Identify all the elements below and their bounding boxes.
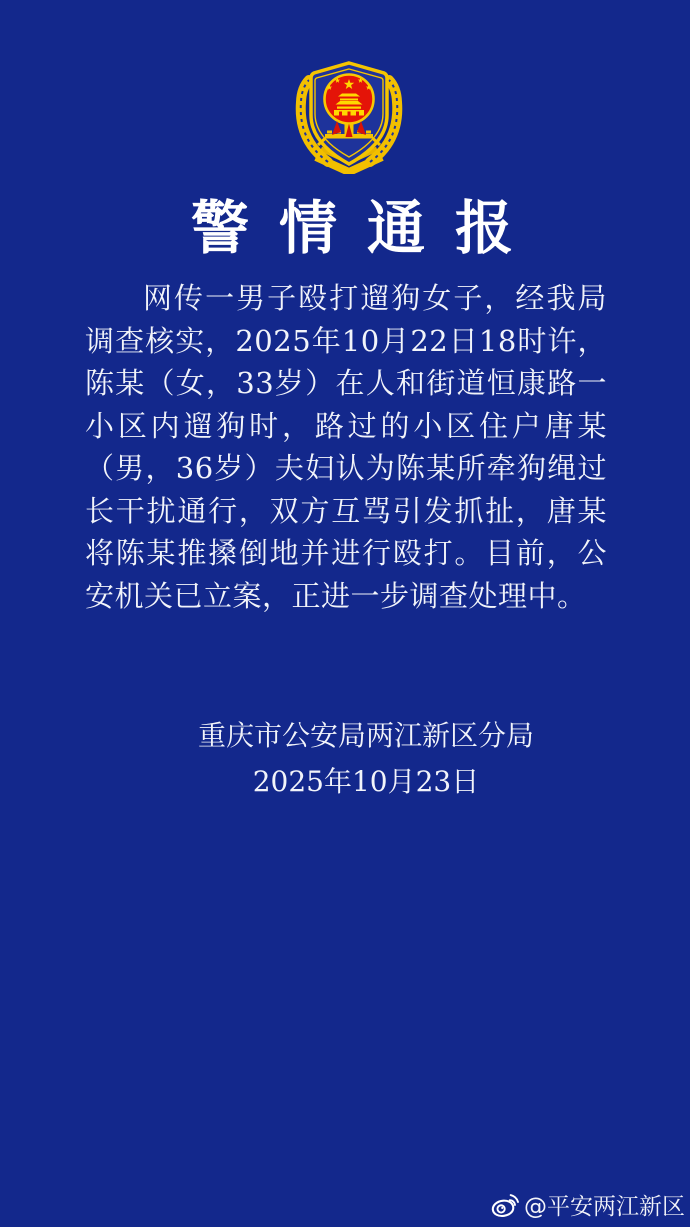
issue-date: 2025年10月23日 xyxy=(252,765,480,798)
weibo-watermark xyxy=(491,1188,685,1221)
issuing-agency: 重庆市公安局两江新区分局 xyxy=(197,719,534,752)
signature-block xyxy=(21,714,690,804)
notice-body-text: 网传一男子殴打遛狗女子，经我局调查核实，2025年10月22日18时许，陈某（女，33岁）在人和街道恒康路一小区内遛狗时，路过的小区住户唐某（男，36岁）夫妇认为陈某所牵狗绳过长干扰通行，双方互骂引发抓扯，唐某将陈某推搡倒地并进行殴打。目前，公安机关已立案，正进一步调查处理中。 xyxy=(85,281,607,613)
police-badge-icon xyxy=(288,60,410,174)
weibo-handle: @平安两江新区 xyxy=(524,1194,685,1220)
notice-title: 警情通报 xyxy=(191,194,544,262)
weibo-icon xyxy=(491,1192,519,1218)
